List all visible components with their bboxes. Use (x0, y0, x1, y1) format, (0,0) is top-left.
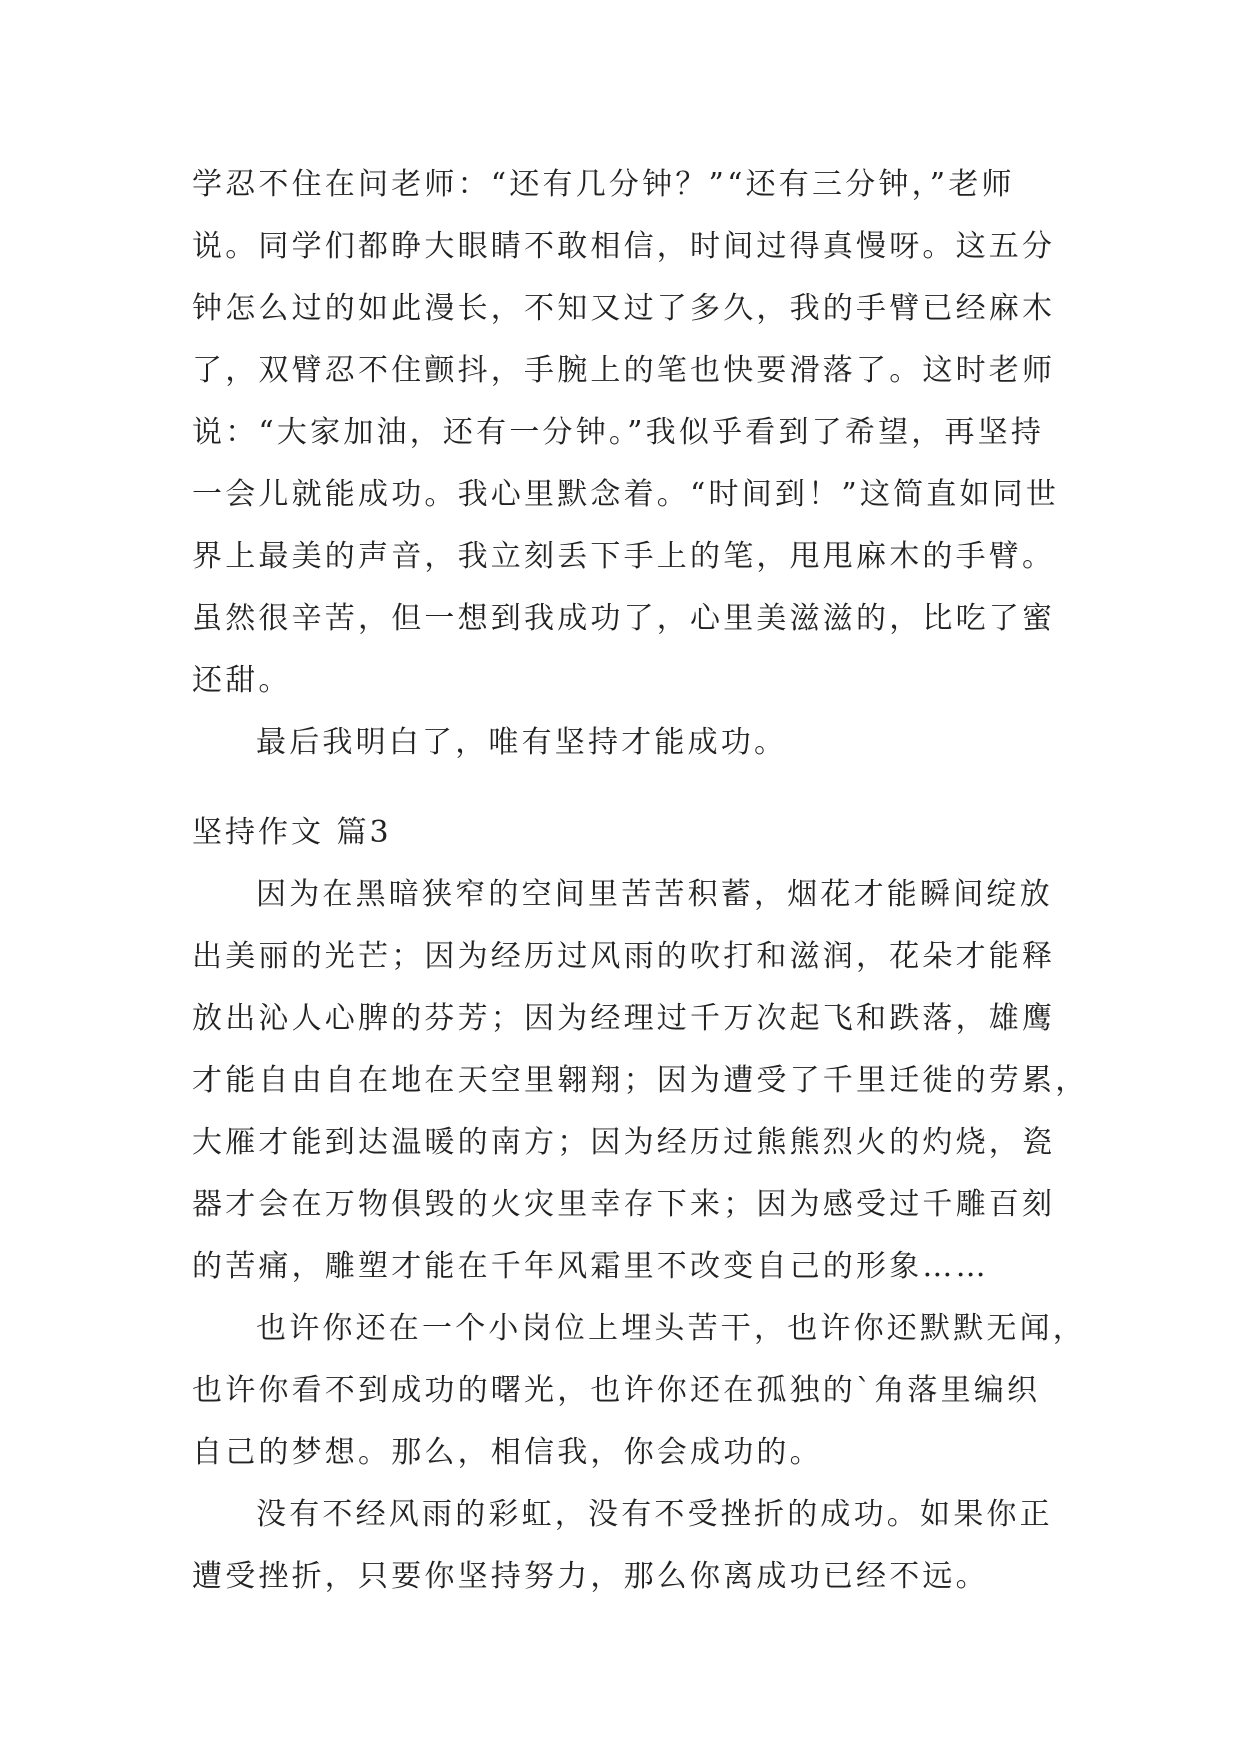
closing-sentence: 最后我明白了，唯有坚持才能成功。 (256, 725, 788, 760)
text-line: 自己的梦想。那么，相信我，你会成功的。 (192, 1435, 823, 1470)
text-line: 没有不经风雨的彩虹，没有不受挫折的成功。如果你正 (256, 1497, 1053, 1532)
section-heading: 坚持作文 篇3 (192, 815, 392, 850)
paragraph-2 (192, 1298, 1086, 1484)
text-line: 界上最美的声音，我立刻丢下手上的笔，甩甩麻木的手臂。 (192, 539, 1056, 574)
text-line: 遭受挫折，只要你坚持努力，那么你离成功已经不远。 (192, 1559, 989, 1594)
text-line: 学忍不住在问老师：“还有几分钟？”“还有三分钟，”老师 (192, 167, 1015, 202)
text-line: 放出沁人心脾的芬芳；因为经理过千万次起飞和跌落，雄鹰 (192, 1001, 1056, 1036)
text-line: 大雁才能到达温暖的南方；因为经历过熊熊烈火的灼烧，瓷 (192, 1125, 1056, 1160)
paragraph-1 (192, 864, 1089, 1298)
text-line: 才能自由自在地在天空里翱翔；因为遭受了千里迁徙的劳累， (192, 1063, 1089, 1098)
text-line: 虽然很辛苦，但一想到我成功了，心里美滋滋的，比吃了蜜 (192, 601, 1056, 636)
text-line: 钟怎么过的如此漫长，不知又过了多久，我的手臂已经麻木 (192, 291, 1056, 326)
text-line: 也许你还在一个小岗位上埋头苦干，也许你还默默无闻， (256, 1311, 1086, 1346)
text-line: 因为在黑暗狭窄的空间里苦苦积蓄，烟花才能瞬间绽放 (256, 877, 1053, 912)
paragraph-continued (192, 154, 1072, 774)
text-line: 出美丽的光芒；因为经历过风雨的吹打和滋润，花朵才能释 (192, 939, 1056, 974)
text-line: 还甜。 (192, 663, 292, 698)
paragraph-3 (192, 1484, 1072, 1608)
text-line: 了，双臂忍不住颤抖，手腕上的笔也快要滑落了。这时老师 (192, 353, 1056, 388)
text-line: 一会儿就能成功。我心里默念着。“时间到！”这简直如同世 (192, 477, 1060, 512)
text-line: 说。同学们都睁大眼睛不敢相信，时间过得真慢呀。这五分 (192, 229, 1056, 264)
text-line: 也许你看不到成功的曙光，也许你还在孤独的`角落里编织 (192, 1373, 1041, 1408)
text-line: 器才会在万物俱毁的火灾里幸存下来；因为感受过千雕百刻 (192, 1187, 1056, 1222)
text-line: 说：“大家加油，还有一分钟。”我似乎看到了希望，再坚持 (192, 415, 1045, 450)
text-line: 的苦痛，雕塑才能在千年风霜里不改变自己的形象…… (192, 1249, 989, 1284)
